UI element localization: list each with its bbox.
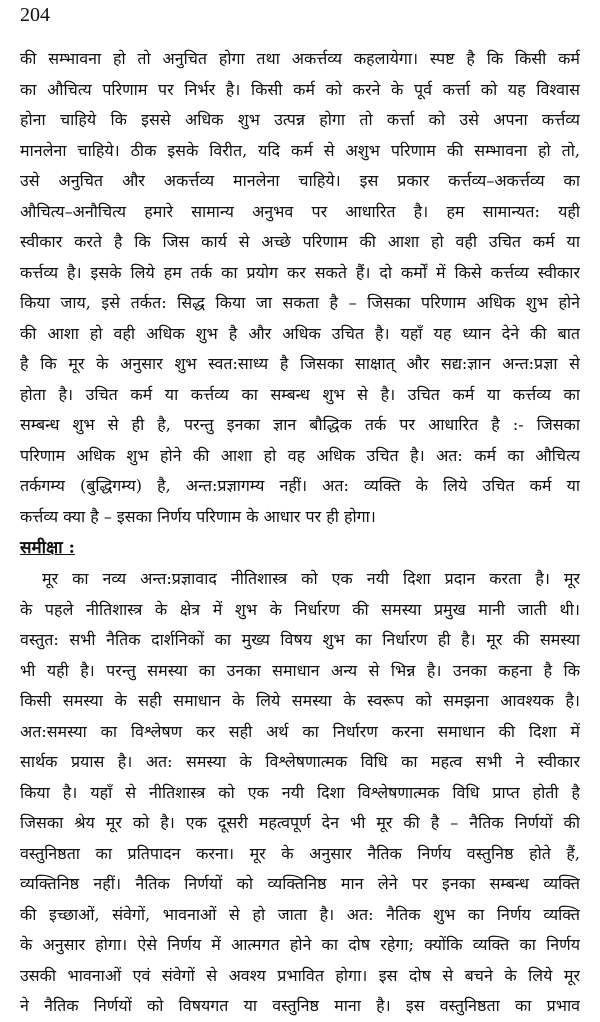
section-heading-text: समीक्षा : (20, 538, 75, 558)
text-line: मानलेना चाहिये। ठीक इसके विरीत, यदि कर्म से अशुभ परिणाम की सम्भावना हो तो, (20, 140, 580, 160)
text-line: होता है। उचित कर्म या कर्त्तव्य का सम्बन्ध शुभ से है। उचित कर्म या कर्त्तव्य का (20, 384, 580, 404)
text-line: किसी समस्या के सही समाधान के लिये समस्या के स्वरूप को समझना आवश्यक है। (20, 691, 580, 710)
text-line: उसकी भावनाओं एवं संवेगों से अवश्य प्रभावित होगा। इस दोष से बचने के लिये मूर (20, 965, 580, 985)
text-line: वस्तुनिष्ठता का प्रतिपादन करना। मूर के अनुसार नैतिक निर्णय वस्तुनिष्ठ होते हैं, (20, 843, 580, 863)
page-number: 204 (20, 4, 50, 26)
section-heading (20, 532, 580, 564)
body-text (20, 44, 580, 1022)
paragraph-2 (20, 564, 580, 1022)
text-line: जिसका श्रेय मूर को है। एक दूसरी महत्वपूर्ण देन भी मूर की है – नैतिक निर्णयों की (20, 813, 580, 832)
text-line: कर्त्तव्य क्या है – इसका निर्णय परिणाम के आधार पर ही होगा। (20, 506, 376, 526)
text-line: के अनुसार होगा। ऐसे निर्णय में आत्मगत होने का दोष रहेगा; क्योंकि व्यक्ति का निर्णय (20, 935, 580, 954)
text-line: परिणाम अधिक शुभ होने की आशा हो वह अधिक उचित है। अत: कर्म का औचित्य (20, 445, 580, 465)
text-line: सार्थक प्रयास है। अत: समस्या के विश्लेषणात्मक विधि का महत्व सभी ने स्वीकार (20, 752, 580, 771)
text-line: होना चाहिये कि इससे अधिक शुभ उत्पन्न होगा तो कर्त्ता को उसे अपना कर्त्तव्य (20, 110, 580, 129)
text-line: मूर का नव्य अन्त:प्रज्ञावाद नीतिशास्त्र को एक नयी दिशा प्रदान करता है। मूर (42, 569, 580, 588)
text-line: औचित्य–अनौचित्य हमारे सामान्य अनुभव पर आधारित है। हम सामान्यत: यही (20, 201, 580, 221)
text-line: की आशा हो वही अधिक शुभ है और अधिक उचित है। यहाँ यह ध्यान देने की बात (20, 323, 580, 343)
text-line: व्यक्तिनिष्ठ नहीं। नैतिक निर्णयों को व्यक्तिनिष्ठ मान लेने पर इनका सम्बन्ध व्यक्ति (20, 874, 580, 893)
text-line: की सम्भावना हो तो अनुचित होगा तथा अकर्त्तव्य कहलायेगा। स्पष्ट है कि किसी कर्म (20, 49, 580, 68)
text-line: सम्बन्ध शुभ से ही है, परन्तु इनका ज्ञान बौद्धिक तर्क पर आधारित है :- जिसका (20, 415, 580, 434)
text-line: स्वीकार करते है कि जिस कार्य से अच्छे परिणाम की आशा हो वही उचित कर्म या (20, 232, 580, 251)
text-line: के पहले नीतिशास्त्र के क्षेत्र में शुभ के निर्धारण की समस्या प्रमुख मानी जाती थी। (20, 599, 580, 619)
text-line: कर्त्तव्य है। इसके लिये हम तर्क का प्रयोग कर सकते हैं। दो कर्मों में किसे कर्त्तव्य स्वीकार (20, 262, 580, 282)
text-line: ने नैतिक निर्णयों को विषयगत या वस्तुनिष्ठ माना है। इस वस्तुनिष्ठता का प्रभाव (20, 996, 580, 1015)
text-line: किया जाय, इसे तर्कत: सिद्ध किया जा सकता है – जिसका परिणाम अधिक शुभ होने (20, 293, 580, 312)
text-line: का औचित्य परिणाम पर निर्भर है। किसी कर्म को करने के पूर्व कर्त्ता को यह विश्वास (20, 79, 580, 99)
text-line: है कि मूर के अनुसार शुभ स्वत:साध्य है जिसका साक्षात् और सद्य:ज्ञान अन्त:प्रज्ञा से (20, 354, 580, 373)
text-line: उसे अनुचित और अकर्त्तव्य मानलेना चाहिये। इस प्रकार कर्त्तव्य–अकर्त्तव्य का (20, 171, 580, 190)
text-line: अत:समस्या का विश्लेषण कर सही अर्थ का निर्धारण करना समाधान की दिशा में (20, 721, 580, 741)
text-line: की इच्छाओं, संवेगों, भावनाओं से हो जाता है। अत: नैतिक शुभ का निर्णय व्यक्ति (20, 904, 580, 924)
text-line: किया है। यहाँ से नीतिशास्त्र को एक नयी दिशा विश्लेषणात्मक विधि प्राप्त होती है (20, 782, 580, 802)
text-line: भी यही है। परन्तु समस्या का उनका समाधान अन्य से भिन्न है। उनका कहना है कि (20, 660, 580, 680)
text-line: वस्तुत: सभी नैतिक दार्शनिकों का मुख्य विषय शुभ का निर्धारण ही है। मूर की समस्या (20, 630, 580, 649)
text-line: तर्कगम्य (बुद्धिगम्य) है, अन्त:प्रज्ञागम्य नहीं। अत: व्यक्ति के लिये उचित कर्म या (20, 476, 580, 495)
paragraph-1 (20, 44, 580, 532)
